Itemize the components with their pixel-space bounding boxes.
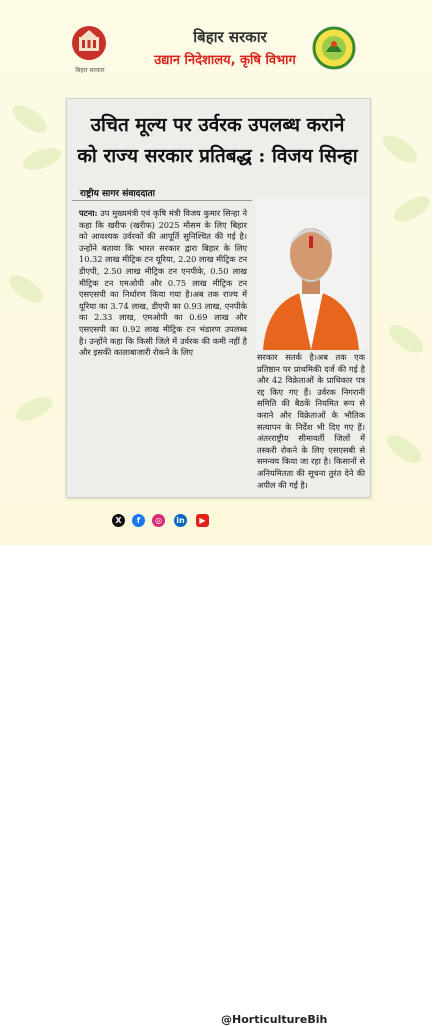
headline-line-2: को राज्य सरकार प्रतिबद्ध : विजय सिन्हा: [77, 145, 358, 167]
minister-photo: [255, 198, 367, 350]
youtube-icon[interactable]: ▶: [196, 514, 209, 527]
headline: [68, 110, 367, 172]
department-title: उद्यान निदेशालय, कृषि विभाग: [154, 53, 296, 68]
decorative-leaf: [378, 130, 421, 168]
decorative-leaf: [8, 100, 51, 138]
decorative-leaf: [20, 144, 64, 175]
bihar-emblem-icon: [70, 24, 108, 64]
facebook-icon[interactable]: f: [132, 514, 145, 527]
dateline: पटना:: [79, 208, 98, 218]
decorative-leaf: [382, 430, 425, 468]
government-title: बिहार सरकार: [193, 28, 267, 46]
decorative-leaf: [4, 270, 47, 308]
decorative-leaf: [384, 320, 427, 358]
emblem-caption: बिहार सरकार: [75, 67, 105, 74]
instagram-icon[interactable]: ◎: [152, 514, 165, 527]
headline-line-1: उचित मूल्य पर उर्वरक उपलब्ध कराने: [90, 114, 345, 136]
article-column-1: [79, 208, 247, 359]
decorative-leaf: [390, 191, 434, 227]
article-column-2: सरकार सतर्क है।अब तक एक प्रतिष्ठान पर प्राथमिकी दर्ज की गई है और 42 विक्रेताओं के प्राधिकार पत्र रद्द किए गए हैं। उर्वरक निगरानी समिति की बैठकें नियमित रूप से कराने और विक्रेताओं के भौतिक सत्यापन के निर्देश भी दिए गए हैं। अंतरराष्ट्रीय सीमावर्ती जिलों में तस्करी रोकने के लिए एसएसबी से समन्वय किया जा रहा है। किसानों से अनियमितता की सूचना तुरंत देने की अपील की गई है।: [257, 352, 365, 490]
linkedin-icon[interactable]: in: [174, 514, 187, 527]
column-1-text: उप मुख्यमंत्री एवं कृषि मंत्री विजय कुमार सिन्हा ने कहा कि खरीफ (खरीफ) 2025 मौसम के लिए बिहार को आवश्यक उर्वरकों की आपूर्ति सुनिश्चित की गई है। उन्होंने बताया कि भारत सरकार द्वारा बिहार के लिए 10.32 लाख मीट्रिक टन यूरिया, 2.20 लाख मीट्रिक टन डीएपी, 2.50 लाख मीट्रिक टन एनपीके, 0.50 लाख मीट्रिक टन एमओपी और 0.75 लाख मीट्रिक टन एसएसपी का निर्धारण किया गया है।अब तक राज्य में यूरिया का 3.74 लाख, डीएपी का 0.93 लाख, एनपीके का 2.33 लाख, एमओपी का 0.69 लाख और एसएसपी का 0.92 लाख मीट्रिक टन भंडारण उपलब्ध है। उन्होंने कहा कि किसी जिले में उर्वरक की कमी नहीं है और इसकी कालाबाजारी रोकने के लिए: [79, 208, 247, 358]
divider: [72, 200, 252, 201]
horticulture-logo-icon: [312, 26, 356, 70]
byline: राष्ट्रीय सागर संवाददाता: [80, 189, 156, 199]
social-handle[interactable]: @HorticultureBih: [221, 1013, 328, 1026]
social-footer: [0, 505, 432, 1026]
header: [0, 0, 432, 88]
decorative-leaf: [12, 392, 56, 425]
x-icon[interactable]: X: [112, 514, 125, 527]
